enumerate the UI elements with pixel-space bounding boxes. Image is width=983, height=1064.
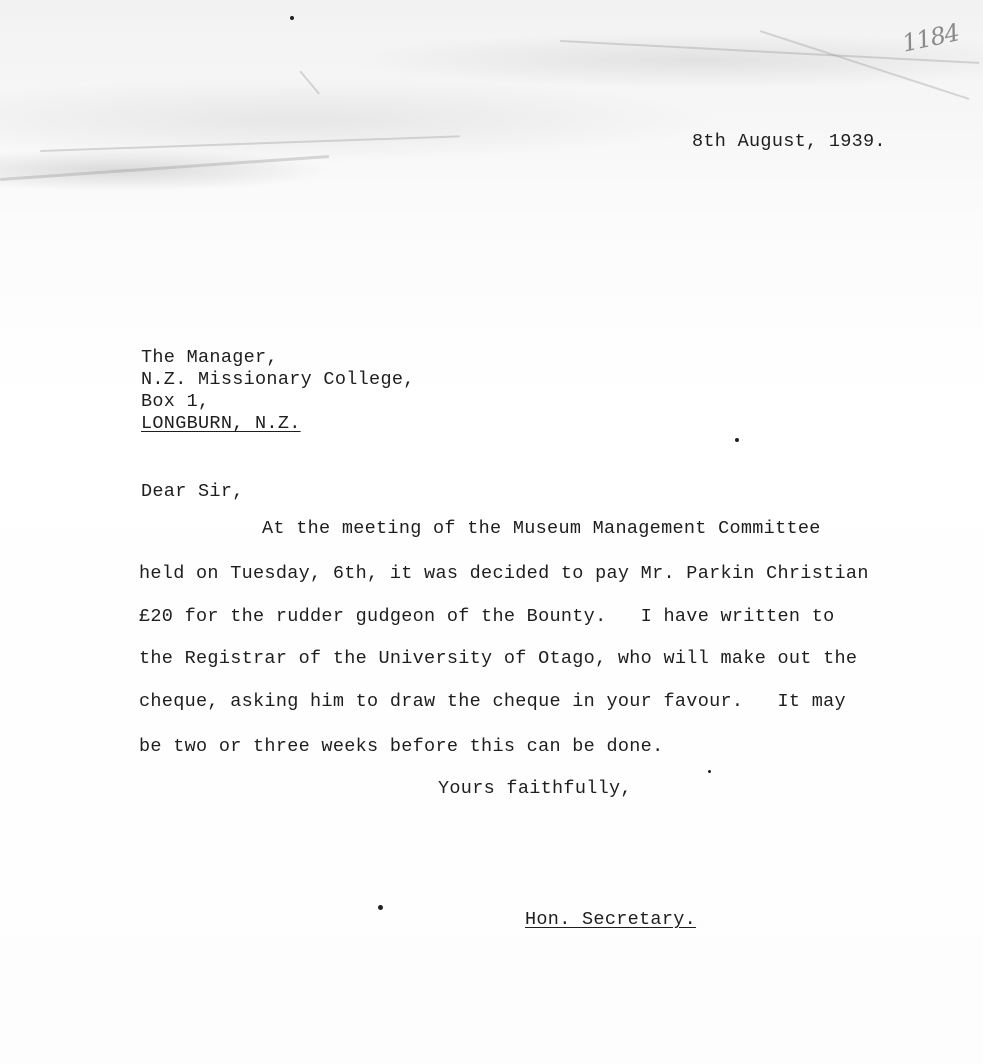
paper-speck <box>708 770 711 773</box>
paper-crease <box>0 155 329 181</box>
paper-speck <box>378 905 383 910</box>
body-line: the Registrar of the University of Otago, who will make out the <box>139 648 858 669</box>
body-line: cheque, asking him to draw the cheque in your favour. It may <box>139 691 846 712</box>
paper-speck <box>735 438 739 442</box>
recipient-organization: N.Z. Missionary College, <box>141 369 415 390</box>
recipient-box: Box 1, <box>141 391 210 412</box>
body-line: At the meeting of the Museum Management Committee <box>262 518 821 539</box>
paper-crease <box>299 70 320 94</box>
salutation: Dear Sir, <box>141 481 244 502</box>
body-line: held on Tuesday, 6th, it was decided to pay Mr. Parkin Christian <box>139 563 869 584</box>
body-line: be two or three weeks before this can be done. <box>139 736 664 757</box>
reference-mark: 1184 <box>899 18 962 58</box>
letter-date: 8th August, 1939. <box>692 131 886 152</box>
signature-title: Hon. Secretary. <box>525 909 697 930</box>
paper-speck <box>290 16 294 20</box>
recipient-location: LONGBURN, N.Z. <box>141 413 301 434</box>
body-line: £20 for the rudder gudgeon of the Bounty. I have written to <box>139 606 835 627</box>
paper-crease <box>40 135 460 152</box>
closing: Yours faithfully, <box>438 778 632 799</box>
recipient-title: The Manager, <box>141 347 278 368</box>
